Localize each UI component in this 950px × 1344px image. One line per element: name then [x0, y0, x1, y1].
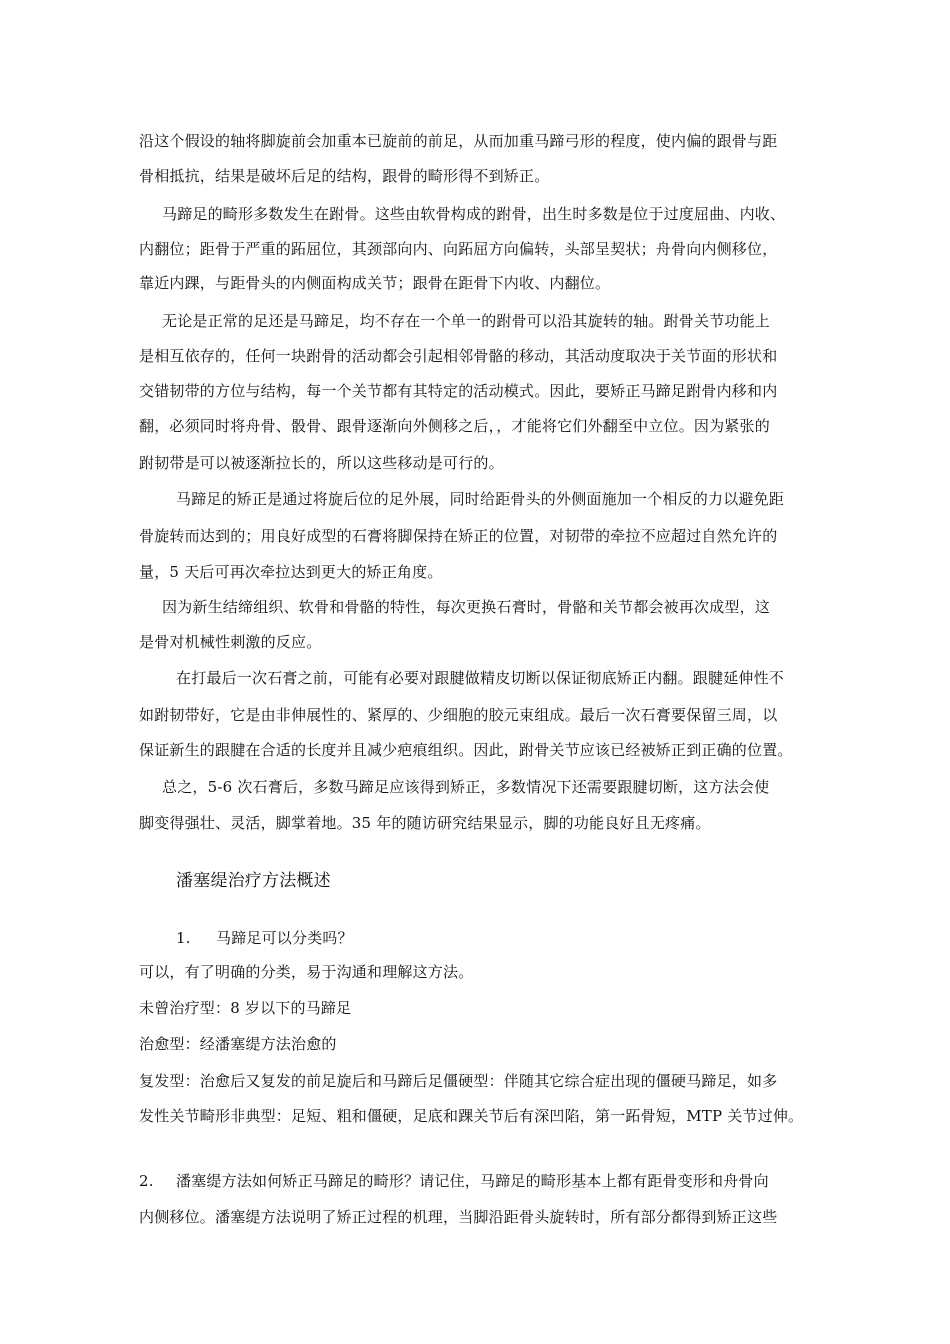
paragraph-2-line-3: 靠近内踝，与距骨头的内侧面构成关节；跟骨在距骨下内收、内翻位。 [139, 274, 611, 292]
paragraph-3-line-1: 无论是正常的足还是马蹄足，均不存在一个单一的跗骨可以沿其旋转的轴。跗骨关节功能上 [162, 312, 771, 330]
answer-1-line-1: 可以，有了明确的分类，易于沟通和理解这方法。 [139, 963, 474, 981]
answer-1-line-2: 未曾治疗型：8 岁以下的马蹄足 [139, 999, 352, 1017]
paragraph-5-line-2: 是骨对机械性刺激的反应。 [139, 633, 322, 651]
paragraph-2-line-1: 马蹄足的畸形多数发生在跗骨。这些由软骨构成的跗骨，出生时多数是位于过度屈曲、内收、 [162, 205, 786, 223]
paragraph-3-line-2: 是相互依存的，任何一块跗骨的活动都会引起相邻骨骼的移动，其活动度取决于关节面的形状和 [139, 347, 778, 365]
paragraph-1-line-2: 骨相抵抗，结果是破坏后足的结构，跟骨的畸形得不到矫正。 [139, 167, 550, 185]
paragraph-2-line-2: 内翻位；距骨于严重的跖屈位，其颈部向内、向跖屈方向偏转，头部呈契状；舟骨向内侧移位， [139, 240, 778, 258]
section-heading: 潘塞缇治疗方法概述 [176, 871, 331, 891]
paragraph-6-line-1: 在打最后一次石膏之前，可能有必要对跟腱做精皮切断以保证彻底矫正内翻。跟腱延伸性不 [176, 669, 785, 687]
question-2-line-1: 潘塞缇方法如何矫正马蹄足的畸形？请记住，马蹄足的畸形基本上都有距骨变形和舟骨向 [176, 1172, 769, 1190]
paragraph-4-line-3: 量，5 天后可再次牵拉达到更大的矫正角度。 [139, 563, 443, 581]
answer-1-line-3: 治愈型：经潘塞缇方法治愈的 [139, 1035, 337, 1053]
question-1-text: 马蹄足可以分类吗？ [216, 929, 353, 947]
paragraph-3-line-5: 跗韧带是可以被逐渐拉长的，所以这些移动是可行的。 [139, 454, 504, 472]
paragraph-4-line-1: 马蹄足的矫正是通过将旋后位的足外展，同时给距骨头的外侧面施加一个相反的力以避免距 [176, 490, 785, 508]
question-1-number: 1. [176, 929, 191, 947]
paragraph-6-line-2: 如跗韧带好，它是由非伸展性的、紧厚的、少细胞的胶元束组成。最后一次石膏要保留三周，以 [139, 706, 778, 724]
paragraph-3-line-3: 交错韧带的方位与结构，每一个关节都有其特定的活动模式。因此，要矫正马蹄足跗骨内移和内 [139, 382, 778, 400]
paragraph-1-line-1: 沿这个假设的轴将脚旋前会加重本已旋前的前足，从而加重马蹄弓形的程度，使内偏的跟骨与距 [139, 132, 778, 150]
paragraph-7-line-1: 总之，5-6 次石膏后，多数马蹄足应该得到矫正，多数情况下还需要跟腱切断，这方法会使 [162, 778, 770, 796]
question-2-number: 2. [139, 1172, 154, 1190]
answer-1-line-5: 发性关节畸形非典型：足短、粗和僵硬，足底和踝关节后有深凹陷，第一跖骨短，MTP 关节过伸。 [139, 1107, 804, 1125]
paragraph-3-line-4: 翻，必须同时将舟骨、骰骨、跟骨逐渐向外侧移之后，，才能将它们外翻至中立位。因为紧张的 [139, 417, 770, 435]
paragraph-4-line-2: 骨旋转而达到的；用良好成型的石膏将脚保持在矫正的位置，对韧带的牵拉不应超过自然允许的 [139, 527, 778, 545]
paragraph-6-line-3: 保证新生的跟腱在合适的长度并且减少疤痕组织。因此，跗骨关节应该已经被矫正到正确的位置。 [139, 741, 793, 759]
paragraph-5-line-1: 因为新生结缔组织、软骨和骨骼的特性，每次更换石膏时，骨骼和关节都会被再次成型，这 [162, 598, 771, 616]
paragraph-7-line-2: 脚变得强壮、灵活，脚掌着地。35 年的随访研究结果显示，脚的功能良好且无疼痛。 [139, 814, 711, 832]
question-2-line-2: 内侧移位。潘塞缇方法说明了矫正过程的机理，当脚沿距骨头旋转时，所有部分都得到矫正这些 [139, 1208, 778, 1226]
answer-1-line-4: 复发型：治愈后又复发的前足旋后和马蹄后足僵硬型：伴随其它综合症出现的僵硬马蹄足，如多 [139, 1072, 778, 1090]
